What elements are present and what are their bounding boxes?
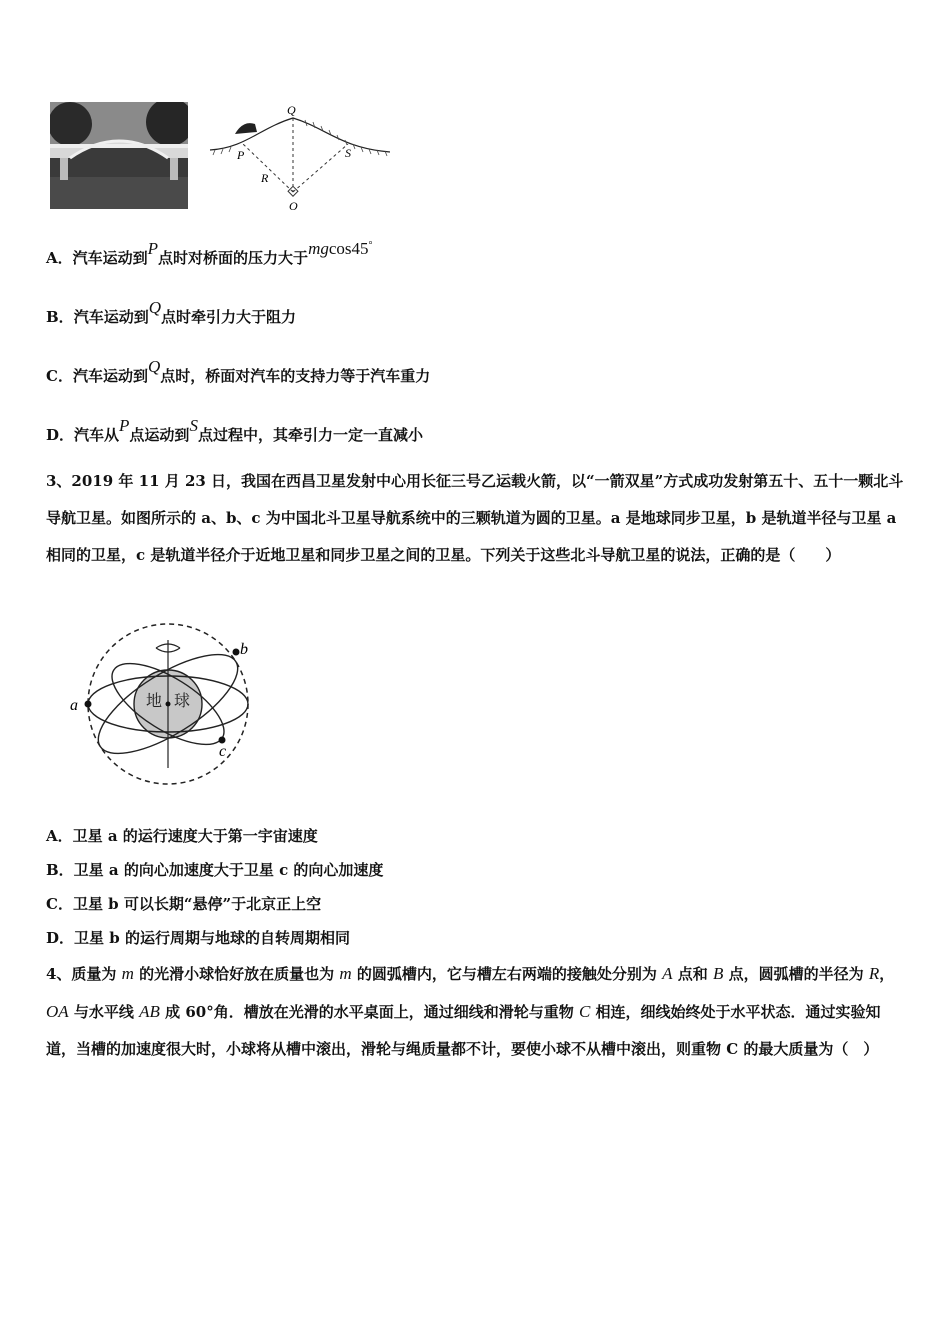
label-q: Q [287,103,296,117]
label-o: O [289,199,298,213]
earth-label-1: 地 [146,691,163,710]
q3-option-a: A．卫星 a 的运行速度大于第一宇宙速度 [46,827,318,845]
sat-label-c: c [219,743,227,760]
earth-label-2: 球 [174,691,191,710]
label-s: S [345,146,351,160]
q2-option-a: A．汽车运动到P点时对桥面的压力大于mgcos45° [46,239,373,267]
bridge-diagram [205,100,400,215]
q3-option-d: D．卫星 b 的运行周期与地球的自转周期相同 [46,929,350,947]
satellite-diagram [64,620,264,790]
q3-stem: 3、2019 年 11 月 23 日，我国在西昌卫星发射中心用长征三号乙运载火箭，以“一箭双星”方式成功发射第五十、五十一颗北斗导航卫星。如图所示的 a、b、c 为中国北斗卫星导航系统中的三颗轨道为圆的卫星。a 是地球同步卫星，b 是轨道半径与卫星 a 相同的卫星，c 是轨道半径介于近地卫星和同步卫星之间的卫星。下列关于这些北斗导航卫星的说法，正确的是（ ） [46,472,904,564]
label-r: R [261,171,269,185]
q3-option-b: B．卫星 a 的向心加速度大于卫星 c 的向心加速度 [46,861,384,879]
sat-label-b: b [240,641,248,658]
q2-option-b: B．汽车运动到Q点时牵引力大于阻力 [46,298,296,326]
q2-option-c: C．汽车运动到Q点时，桥面对汽车的支持力等于汽车重力 [46,357,431,385]
bridge-photo [50,102,188,209]
label-p: P [237,148,245,162]
q4-stem: 4、质量为 m 的光滑小球恰好放在质量也为 m 的圆弧槽内，它与槽左右两端的接触处分别为 A 点和 B 点，圆弧槽的半径为 R，OA 与水平线 AB 成 60°角．槽放在光滑的水平桌面上，通过细线和滑轮与重物 C 相连，细线始终处于水平状态．通过实验知道，当槽的加速度很大时，小球将从槽中滚出，滑轮与绳质量都不计，要使小球不从槽中滚出，则重物 C 的最大质量为（ ） [46,964,895,1058]
q3-option-c: C．卫星 b 可以长期“悬停”于北京正上空 [46,895,322,913]
sat-label-a: a [70,697,78,714]
q2-option-d: D．汽车从P点运动到S点过程中，其牵引力一定一直减小 [46,416,423,444]
